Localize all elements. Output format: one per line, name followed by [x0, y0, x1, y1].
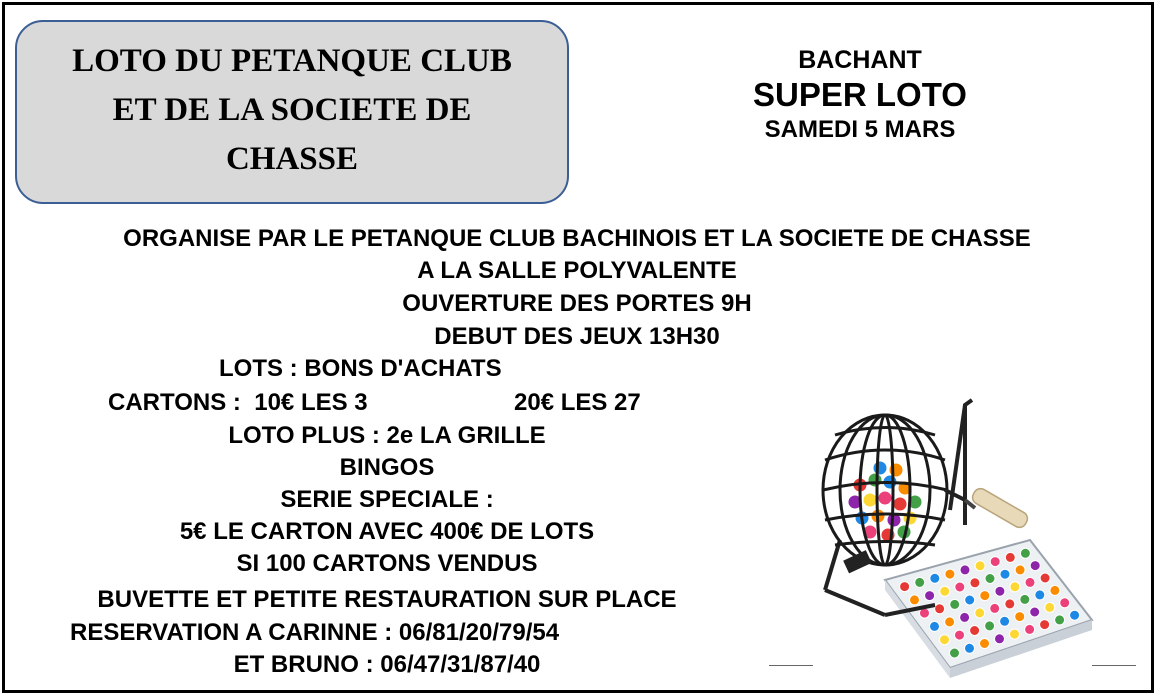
board-ball [950, 648, 960, 658]
board-ball [1030, 607, 1040, 617]
prizes-line: LOTS : BONS D'ACHATS [219, 355, 502, 382]
board-ball [940, 635, 950, 645]
board-ball [1000, 569, 1010, 579]
venue-line: A LA SALLE POLYVALENTE [417, 257, 737, 284]
cage-ball [893, 497, 907, 511]
board-ball [940, 586, 950, 596]
board-ball [925, 591, 935, 601]
board-ball [910, 595, 920, 605]
board-ball [1060, 598, 1070, 608]
event-header [700, 44, 1020, 146]
board-ball [1020, 594, 1030, 604]
reservation-bruno-line: ET BRUNO : 06/47/31/87/40 [233, 651, 541, 678]
loto-plus-line: LOTO PLUS : 2e LA GRILLE [228, 422, 546, 449]
divider-right [1092, 665, 1136, 666]
board-ball [1030, 561, 1040, 571]
board-ball [1015, 565, 1025, 575]
board-ball [935, 604, 945, 614]
bingos-line: BINGOS [339, 454, 435, 481]
board-ball [995, 586, 1005, 596]
board-ball [990, 603, 1000, 613]
board-ball [980, 639, 990, 649]
board-ball [945, 617, 955, 627]
title-line-1: LOTO DU PETANQUE CLUB [72, 42, 512, 79]
board-ball [1010, 582, 1020, 592]
board-ball [1045, 602, 1055, 612]
organizer-line: ORGANISE PAR LE PETANQUE CLUB BACHINOIS ET LA SOCIETE DE CHASSE [123, 225, 1031, 252]
event-name: SUPER LOTO [753, 76, 967, 113]
condition-line: SI 100 CARTONS VENDUS [236, 550, 538, 577]
ball-chute [843, 550, 872, 573]
board-ball [955, 630, 965, 640]
board-ball [1025, 624, 1035, 634]
bingo-cage-icon [800, 390, 1100, 680]
board-ball [1015, 612, 1025, 622]
board-ball [1005, 552, 1015, 562]
special-series-line: SERIE SPECIALE : [280, 486, 494, 513]
board-ball [1005, 599, 1015, 609]
cartons-price-1: CARTONS : 10€ LES 3 [108, 389, 368, 416]
board-ball [1040, 573, 1050, 583]
board-ball [960, 565, 970, 575]
board-ball [930, 621, 940, 631]
crank-handle [945, 486, 1030, 530]
board-ball [965, 595, 975, 605]
board-ball [970, 626, 980, 636]
board-ball [985, 574, 995, 584]
board-ball [975, 608, 985, 618]
divider-left [769, 665, 813, 666]
board-ball [955, 582, 965, 592]
board-ball [930, 573, 940, 583]
board-ball [1025, 577, 1035, 587]
board-ball [975, 561, 985, 571]
refreshments-line: BUVETTE ET PETITE RESTAURATION SUR PLACE [97, 586, 677, 613]
cage-ball [873, 461, 887, 475]
board-ball [960, 612, 970, 622]
start-time-line: DEBUT DES JEUX 13H30 [434, 323, 720, 350]
board-ball [970, 578, 980, 588]
cage-ball [863, 493, 877, 507]
cage-wires [823, 415, 947, 565]
board-ball [1050, 585, 1060, 595]
board-ball [950, 599, 960, 609]
board-ball [915, 577, 925, 587]
board-ball [980, 591, 990, 601]
title-box [15, 20, 569, 204]
board-ball [1000, 616, 1010, 626]
doors-open-line: OUVERTURE DES PORTES 9H [402, 290, 752, 317]
title-line-3: CHASSE [225, 140, 359, 177]
title-line-2: ET DE LA SOCIETE DE [112, 91, 472, 128]
board-ball [945, 569, 955, 579]
board-ball [1040, 620, 1050, 630]
event-date: SAMEDI 5 MARS [764, 116, 956, 143]
board-ball [995, 634, 1005, 644]
board-ball [1035, 590, 1045, 600]
board-ball [990, 557, 1000, 567]
board-ball [1070, 610, 1080, 620]
cage-ball [878, 491, 892, 505]
board-ball [985, 621, 995, 631]
board-ball [900, 582, 910, 592]
board-ball [1020, 548, 1030, 558]
board-ball [965, 643, 975, 653]
town-name: BACHANT [798, 46, 922, 74]
cartons-price-2: 20€ LES 27 [514, 389, 641, 416]
board-ball [1010, 629, 1020, 639]
special-carton-line: 5€ LE CARTON AVEC 400€ DE LOTS [179, 518, 595, 545]
reservation-line: RESERVATION A CARINNE : 06/81/20/79/54 [70, 619, 560, 646]
board-ball [1055, 615, 1065, 625]
